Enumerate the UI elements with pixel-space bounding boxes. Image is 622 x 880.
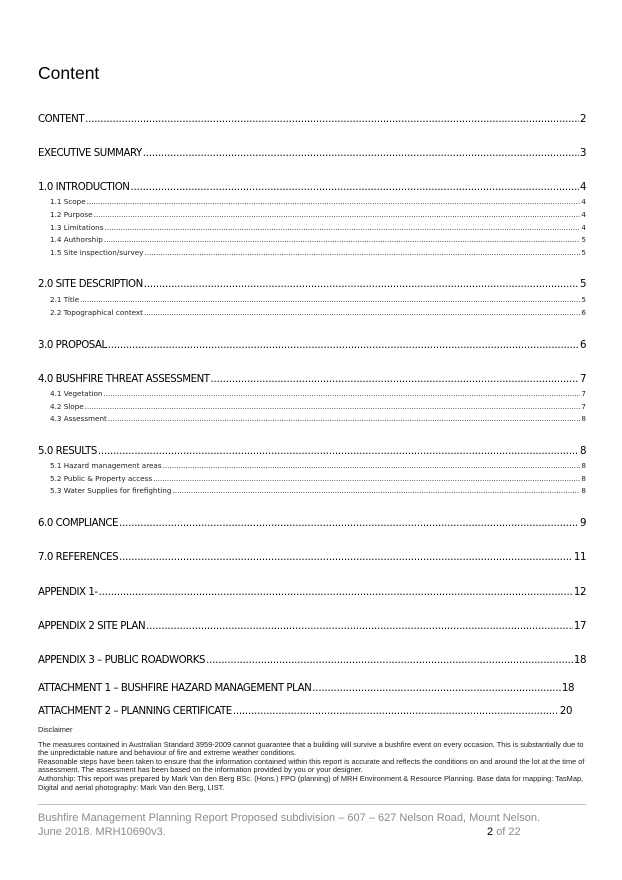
toc-page: 17 — [573, 621, 586, 632]
toc-label: 5.3 Water Supplies for firefighting — [50, 486, 172, 495]
toc-label: 1.0 INTRODUCTION — [38, 182, 130, 193]
toc-page: 7 — [581, 402, 586, 411]
toc-page: 6 — [579, 340, 586, 351]
toc-page: 4 — [579, 182, 586, 193]
toc-page: 9 — [579, 518, 586, 529]
toc-page: 5 — [581, 248, 586, 257]
toc-subentry[interactable] — [38, 486, 586, 495]
toc-label: 7.0 REFERENCES — [38, 552, 119, 563]
disclaimer-heading: Disclaimer — [38, 725, 73, 734]
toc-page: 4 — [581, 223, 586, 232]
page-title: Content — [38, 63, 100, 83]
toc-subentry[interactable] — [38, 308, 586, 317]
toc-subentry[interactable] — [38, 389, 586, 398]
toc-subentry[interactable] — [38, 414, 586, 423]
toc-page: 5 — [581, 235, 586, 244]
toc-page: 5 — [579, 279, 586, 290]
toc-label: 4.0 BUSHFIRE THREAT ASSESSMENT — [38, 374, 210, 385]
toc-page: 3 — [579, 148, 586, 159]
toc-subentry[interactable] — [38, 235, 586, 244]
disclaimer-paragraph: Reasonable steps have been taken to ensure that the information contained within this report is accurate and reflects the conditions on and around the lot at the time of assessment. The assessment has been based on the information provided by you or your designer. — [38, 756, 585, 775]
toc-subentry[interactable] — [38, 295, 586, 304]
toc-entry-appendix-3[interactable] — [38, 655, 586, 666]
toc-subentry[interactable] — [38, 474, 586, 483]
toc-label: 3.0 PROPOSAL — [38, 340, 107, 351]
toc-label: APPENDIX 1- — [38, 587, 98, 598]
toc-label: APPENDIX 2 SITE PLAN — [38, 621, 146, 632]
toc-label: ATTACHMENT 2 – PLANNING CERTIFICATE — [38, 706, 232, 717]
toc-label: 2.1 Title — [50, 295, 80, 304]
footer-line-2: June 2018. MRH10690v3. — [38, 826, 166, 838]
toc-label: 1.4 Authorship — [50, 235, 103, 244]
toc-page: 8 — [579, 446, 586, 457]
toc-entry-references[interactable] — [38, 552, 586, 563]
toc-page: 11 — [573, 552, 586, 563]
toc-subentry[interactable] — [38, 248, 586, 257]
toc-page: 12 — [573, 587, 586, 598]
toc-entry-attachment-2[interactable] — [38, 706, 572, 717]
toc-label: ATTACHMENT 1 – BUSHFIRE HAZARD MANAGEMENT PLAN — [38, 683, 312, 694]
page-number — [487, 825, 521, 839]
toc-page: 20 — [559, 706, 572, 717]
toc-label: 1.2 Purpose — [50, 210, 93, 219]
toc-page: 7 — [579, 374, 586, 385]
toc-label: 1.1 Scope — [50, 197, 86, 206]
toc-entry-appendix-1[interactable] — [38, 587, 586, 598]
toc-page: 8 — [581, 486, 586, 495]
toc-label: 2.2 Topographical context — [50, 308, 144, 317]
toc-label: 4.1 Vegetation — [50, 389, 103, 398]
toc-label: 5.1 Hazard management areas — [50, 461, 162, 470]
toc-page: 4 — [581, 197, 586, 206]
disclaimer — [38, 726, 586, 792]
toc-label: 4.3 Assessment — [50, 414, 107, 423]
toc-entry-results[interactable] — [38, 446, 586, 457]
toc-page: 2 — [579, 114, 586, 125]
toc-label: 2.0 SITE DESCRIPTION — [38, 279, 143, 290]
toc-entry-site-description[interactable] — [38, 279, 586, 290]
toc-label: EXECUTIVE SUMMARY — [38, 148, 142, 159]
toc-page: 5 — [581, 295, 586, 304]
toc-subentry[interactable] — [38, 197, 586, 206]
toc-page: 8 — [581, 461, 586, 470]
toc-entry-attachment-1[interactable] — [38, 683, 574, 694]
toc-label: APPENDIX 3 – PUBLIC ROADWORKS — [38, 655, 206, 666]
toc-page: 8 — [581, 474, 586, 483]
toc-subentry[interactable] — [38, 402, 586, 411]
toc-entry-bushfire-threat[interactable] — [38, 374, 586, 385]
toc-entry-introduction[interactable] — [38, 182, 586, 193]
toc-page: 18 — [573, 655, 586, 666]
toc-entry-compliance[interactable] — [38, 518, 586, 529]
toc-entry-proposal[interactable] — [38, 340, 586, 351]
toc-label: 1.5 Site inspection/survey — [50, 248, 144, 257]
toc-label: 5.0 RESULTS — [38, 446, 97, 457]
page-total: of 22 — [496, 826, 521, 838]
toc-page: 6 — [581, 308, 586, 317]
toc-label: 6.0 COMPLIANCE — [38, 518, 119, 529]
toc-label: 1.3 Limitations — [50, 223, 104, 232]
toc-subentry[interactable] — [38, 223, 586, 232]
footer-divider — [38, 804, 586, 805]
toc-page: 7 — [581, 389, 586, 398]
toc-label: 4.2 Slope — [50, 402, 84, 411]
toc-label: CONTENT — [38, 114, 85, 125]
toc-entry-content[interactable] — [38, 114, 586, 125]
toc-page: 18 — [561, 683, 574, 694]
toc-label: 5.2 Public & Property access — [50, 474, 153, 483]
footer-line-1: Bushfire Management Planning Report Proposed subdivision – 607 – 627 Nelson Road, Mount Nelson. — [38, 812, 541, 824]
disclaimer-paragraph: The measures contained in Australian Standard 3959-2009 cannot guarantee that a building will survive a bushfire event on every occasion. This is substantially due to the unpredictable nature and behaviour of fire and extreme weather conditions. — [38, 739, 584, 758]
toc-subentry[interactable] — [38, 461, 586, 470]
toc-subentry[interactable] — [38, 210, 586, 219]
toc-entry-appendix-2[interactable] — [38, 621, 586, 632]
page-current: 2 — [487, 826, 494, 838]
page-footer — [38, 811, 586, 839]
toc-page: 4 — [581, 210, 586, 219]
toc-entry-executive-summary[interactable] — [38, 148, 586, 159]
disclaimer-paragraph: Authorship: This report was prepared by Mark Van den Berg BSc. (Hons.) FPO (planning) of MRH Environment & Resource Planning. Base data for mapping: TasMap, Digital and aerial photography: Mark Van den Berg, LIST. — [38, 773, 584, 792]
toc-page: 8 — [581, 414, 586, 423]
